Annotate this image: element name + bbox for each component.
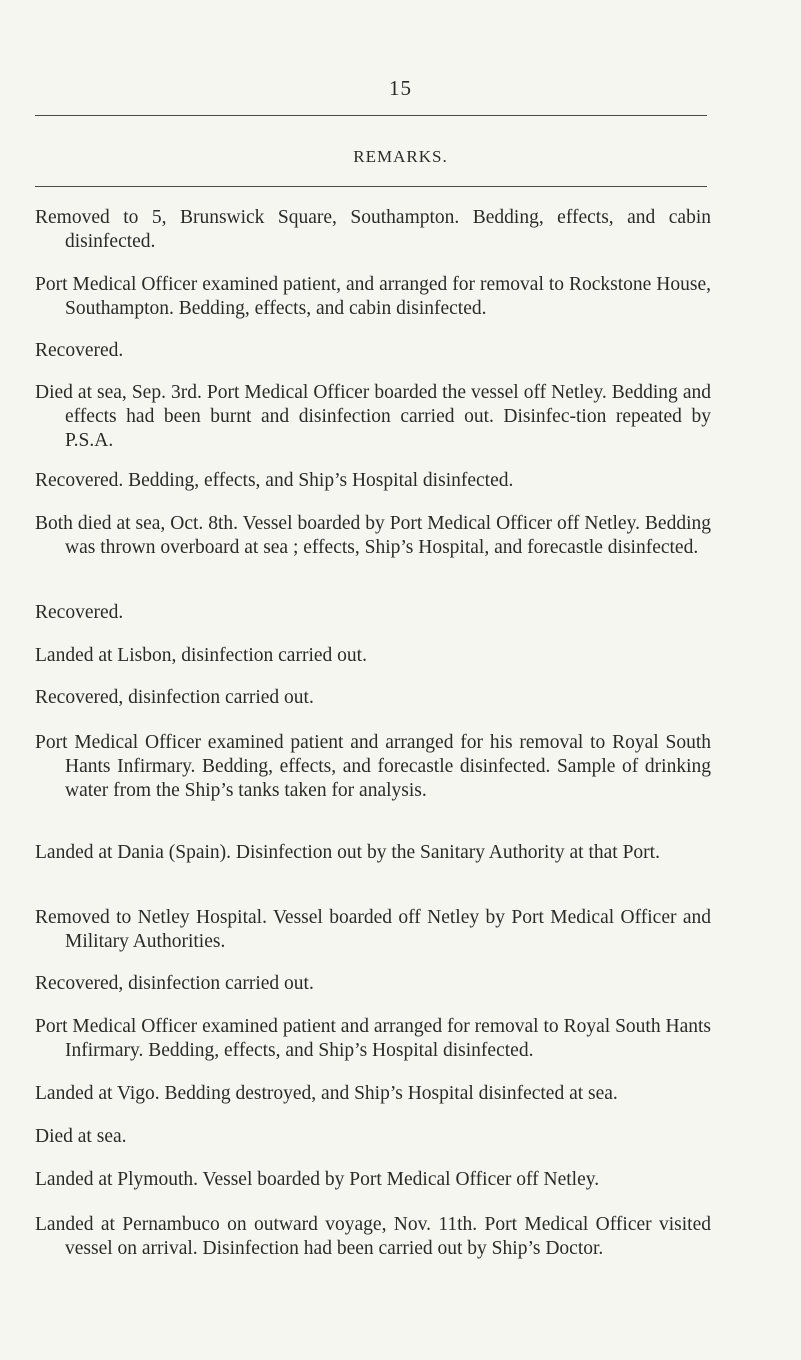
remark-entry: Both died at sea, Oct. 8th. Vessel boarded by Port Medical Officer off Netley. Bedding was thrown overboard at sea ; effects, Ship’s Hospital, and forecastle disinfected.: [35, 513, 711, 558]
remark-entry: Removed to Netley Hospital. Vessel boarded off Netley by Port Medical Officer and Military Authorities.: [35, 907, 711, 952]
remark-entry: Recovered.: [35, 340, 124, 361]
remark-entry: Landed at Dania (Spain). Disinfection out by the Sanitary Authority at that Port.: [35, 842, 660, 863]
remark-entry: Port Medical Officer examined patient, and arranged for removal to Rockstone House, Southampton. Bedding, effects, and cabin disinfected.: [35, 274, 711, 319]
remark-entry: Removed to 5, Brunswick Square, Southampton. Bedding, effects, and cabin disinfected.: [35, 207, 711, 252]
remark-entry: Recovered.: [35, 602, 124, 623]
remark-entry: Recovered, disinfection carried out.: [35, 687, 314, 708]
remark-entry: Recovered. Bedding, effects, and Ship’s Hospital disinfected.: [35, 470, 514, 491]
remark-entry: Landed at Vigo. Bedding destroyed, and Ship’s Hospital disinfected at sea.: [35, 1083, 618, 1104]
page-number: 15: [389, 76, 412, 100]
remark-entry: Landed at Pernambuco on outward voyage, Nov. 11th. Port Medical Officer visited vessel on arrival. Disinfection had been carried out by Ship’s Doctor.: [35, 1214, 711, 1259]
remark-entry: Landed at Lisbon, disinfection carried out.: [35, 645, 367, 666]
remark-entry: Recovered, disinfection carried out.: [35, 973, 314, 994]
remark-entry: Died at sea.: [35, 1126, 127, 1147]
header-rule-top: [35, 115, 707, 116]
remark-entry: Port Medical Officer examined patient and arranged for his removal to Royal South Hants Infirmary. Bedding, effects, and forecastle disinfected. Sample of drinking water from the Ship’s tanks taken for analysis.: [35, 732, 711, 801]
remark-entry: Died at sea, Sep. 3rd. Port Medical Officer boarded the vessel off Netley. Bedding and effects had been burnt and disinfection carried out. Disinfec-tion repeated by P.S.A.: [35, 382, 711, 451]
header-rule-bottom: [35, 186, 707, 187]
remarks-heading: REMARKS.: [353, 147, 448, 166]
remark-entry: Landed at Plymouth. Vessel boarded by Port Medical Officer off Netley.: [35, 1169, 600, 1190]
remark-entry: Port Medical Officer examined patient and arranged for removal to Royal South Hants Infirmary. Bedding, effects, and Ship’s Hospital disinfected.: [35, 1016, 711, 1061]
